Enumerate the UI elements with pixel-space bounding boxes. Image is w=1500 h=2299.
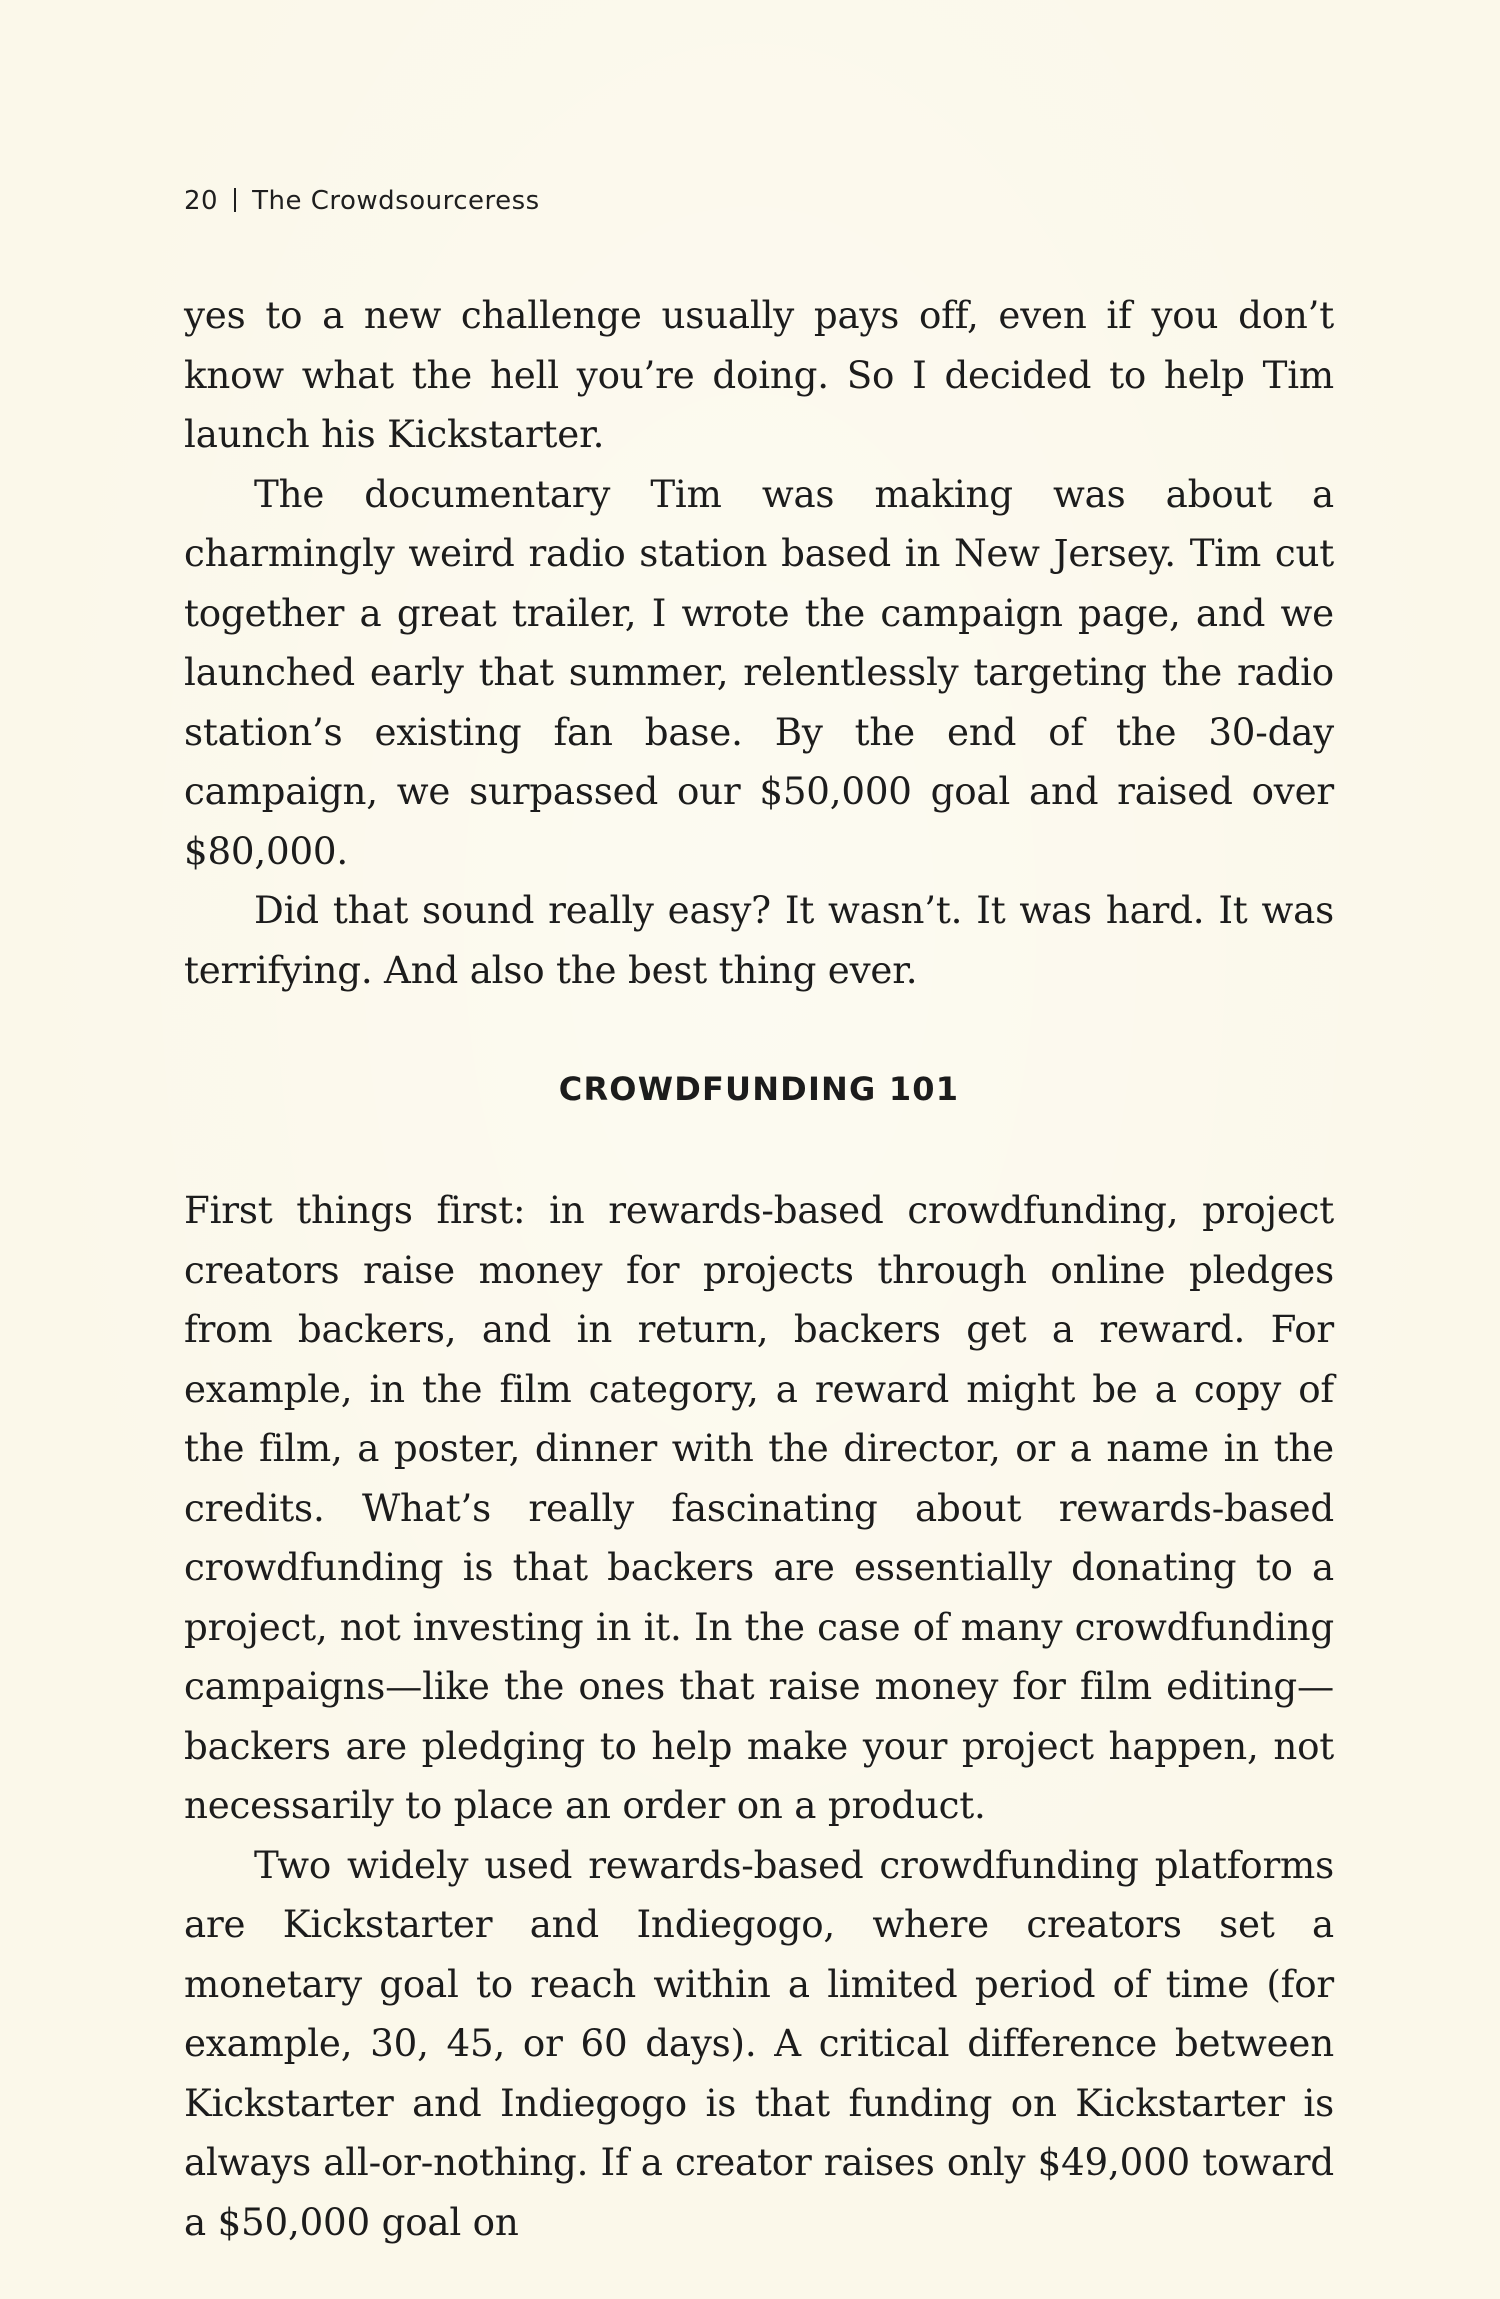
body-text-section-1: [184, 286, 1334, 1000]
page-number: 20: [184, 186, 219, 216]
paragraph-documentary: The documentary Tim was making was about a charmingly weird radio station based in New Jersey. Tim cut together a great trailer, I wrote the campaign page, and we launched early that summer, relentlessly targeting the radio station’s existing fan base. By the end of the 30-day campaign, we surpassed our $50,000 goal and raised over $80,000.: [184, 471, 1334, 873]
book-title: The Crowdsourceress: [252, 186, 540, 216]
paragraph-continuation: yes to a new challenge usually pays off, even if you don’t know what the hell you’re doing. So I decided to help Tim launch his Kickstarter.: [184, 293, 1334, 456]
running-header: [184, 186, 540, 216]
header-separator: [234, 188, 236, 212]
paragraph-platforms: Two widely used rewards-based crowdfunding platforms are Kickstarter and Indiegogo, where creators set a monetary goal to reach within a limited period of time (for example, 30, 45, or 60 days). A critical difference between Kickstarter and Indiegogo is that funding on Kickstarter is always all-or-nothing. If a creator raises only $49,000 toward a $50,000 goal on: [184, 1842, 1334, 2244]
paragraph-terrifying: Did that sound really easy? It wasn’t. It was hard. It was terrifying. And also the best thing ever.: [184, 888, 1334, 992]
section-heading: CROWDFUNDING 101: [558, 1070, 960, 1108]
body-text-section-2: [184, 1181, 1334, 2252]
paragraph-first-things: First things first: in rewards-based crowdfunding, project creators raise money for projects through online pledges from backers, and in return, backers get a reward. For example, in the film category, a reward might be a copy of the film, a poster, dinner with the director, or a name in the credits. What’s really fascinating about rewards-based crowdfunding is that backers are essentially donating to a project, not investing in it. In the case of many crowdfunding campaigns—like the ones that raise money for film editing—backers are pledging to help make your project happen, not necessarily to place an order on a product.: [184, 1188, 1334, 1827]
